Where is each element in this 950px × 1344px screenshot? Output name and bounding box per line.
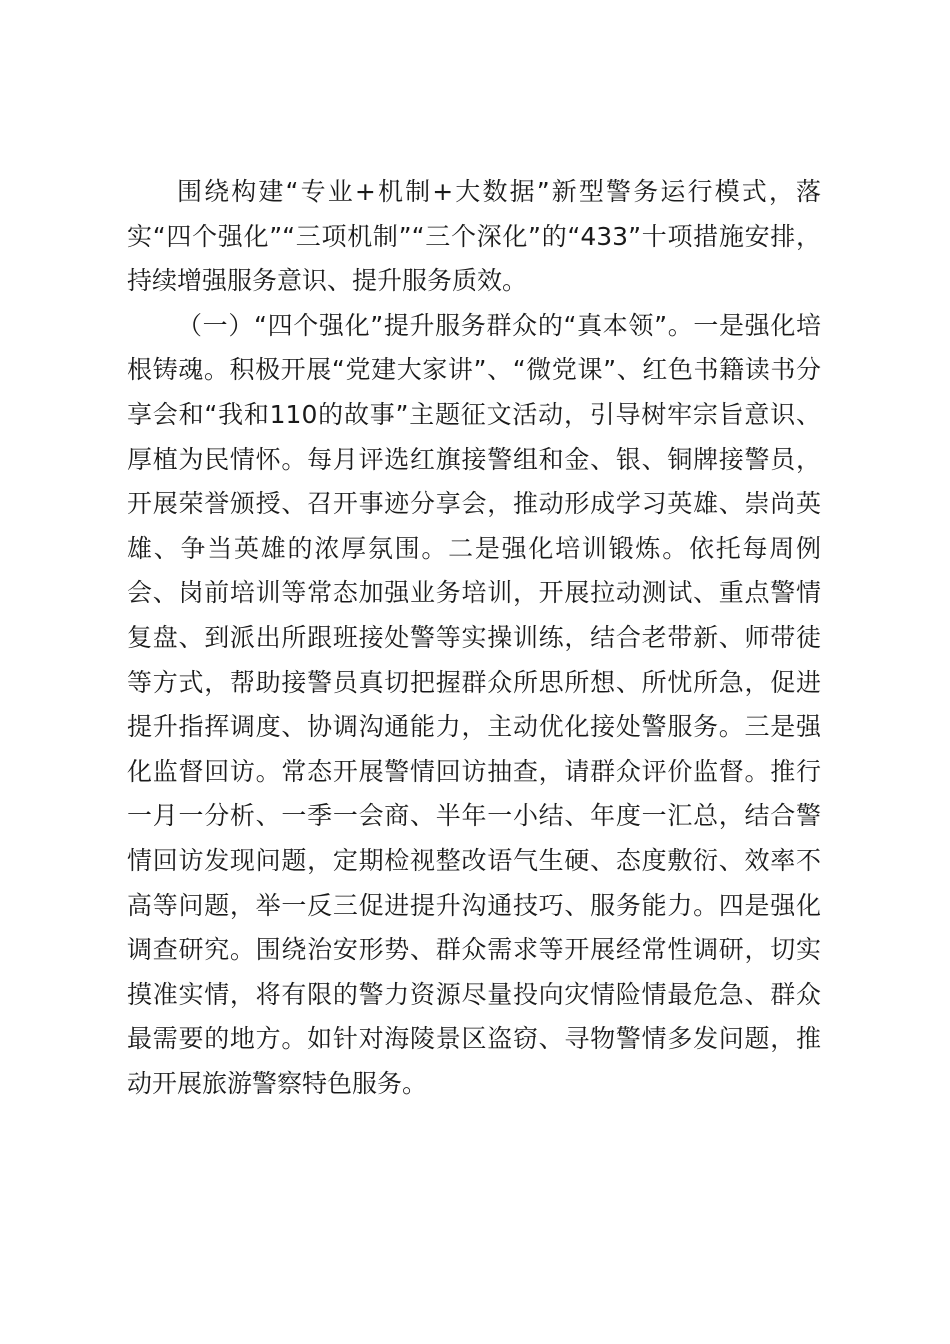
document-body	[127, 170, 821, 1106]
intro-paragraph: 围绕构建“专业+机制+大数据”新型警务运行模式，落实“四个强化”“三项机制”“三个深化”的“433”十项措施安排，持续增强服务意识、提升服务质效。	[127, 177, 821, 296]
section-one-paragraph: （一）“四个强化”提升服务群众的“真本领”。一是强化培根铸魂。积极开展“党建大家讲”、“微党课”、红色书籍读书分享会和“我和110的故事”主题征文活动，引导树牢宗旨意识、厚植为民情怀。每月评选红旗接警组和金、银、铜牌接警员，开展荣誉颁授、召开事迹分享会，推动形成学习英雄、崇尚英雄、争当英雄的浓厚氛围。二是强化培训锻炼。依托每周例会、岗前培训等常态加强业务培训，开展拉动测试、重点警情复盘、到派出所跟班接处警等实操训练，结合老带新、师带徒等方式，帮助接警员真切把握群众所思所想、所忧所急，促进提升指挥调度、协调沟通能力，主动优化接处警服务。三是强化监督回访。常态开展警情回访抽查，请群众评价监督。推行一月一分析、一季一会商、半年一小结、年度一汇总，结合警情回访发现问题，定期检视整改语气生硬、态度敷衍、效率不高等问题，举一反三促进提升沟通技巧、服务能力。四是强化调查研究。围绕治安形势、群众需求等开展经常性调研，切实摸准实情，将有限的警力资源尽量投向灾情险情最危急、群众最需要的地方。如针对海陵景区盗窃、寻物警情多发问题，推动开展旅游警察特色服务。	[127, 310, 821, 1098]
